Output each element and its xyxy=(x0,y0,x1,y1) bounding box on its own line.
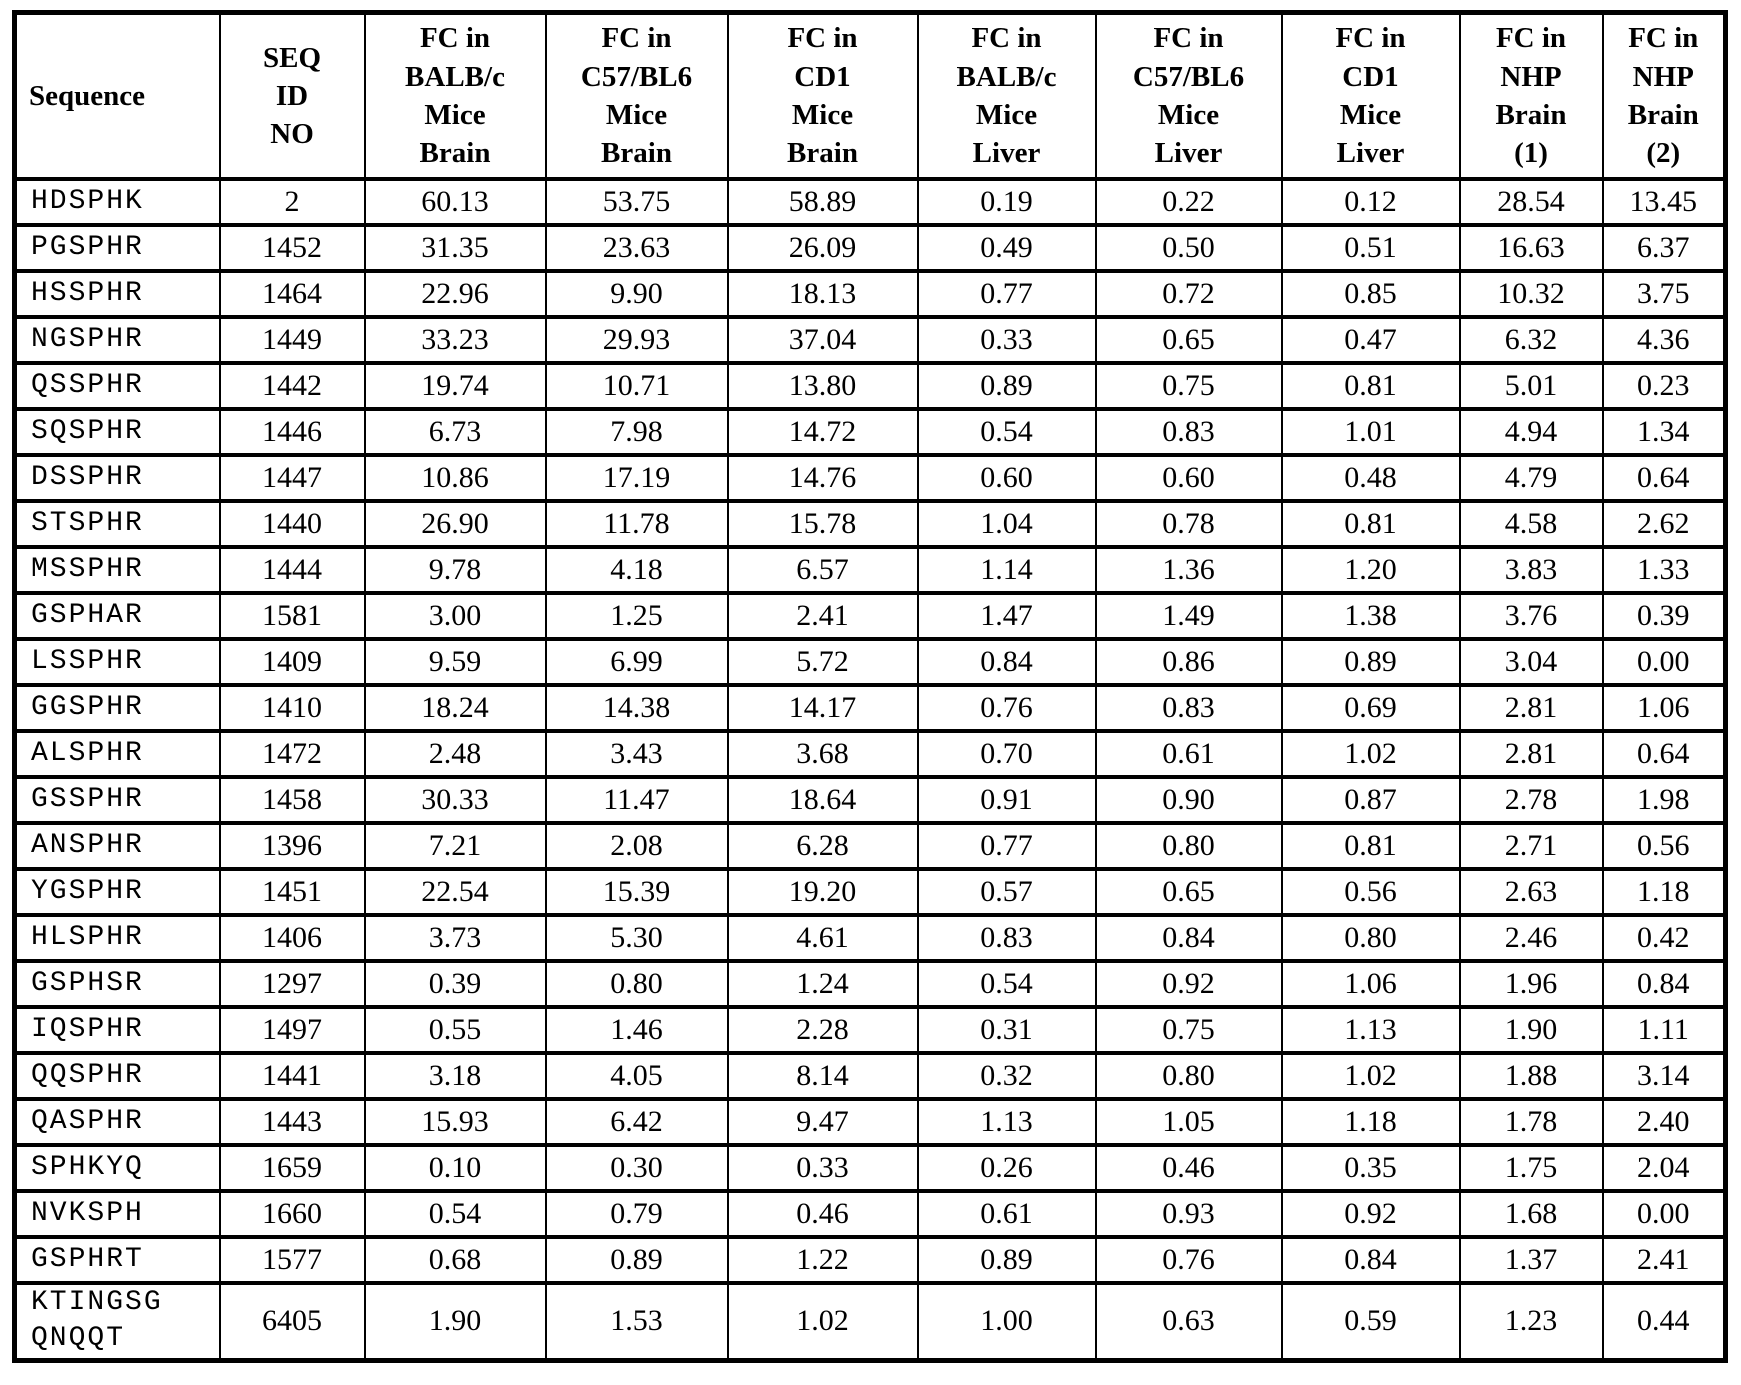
fc-value-cell: 6.57 xyxy=(728,547,918,593)
fc-value-cell: 0.92 xyxy=(1096,961,1282,1007)
fc-value-cell: 0.93 xyxy=(1096,1191,1282,1237)
fc-value-cell: 3.83 xyxy=(1460,547,1603,593)
fc-value-cell: 2.81 xyxy=(1460,731,1603,777)
fc-value-cell: 1.13 xyxy=(918,1099,1096,1145)
fc-value-cell: 30.33 xyxy=(365,777,546,823)
fc-value-cell: 1.25 xyxy=(546,593,728,639)
table-row xyxy=(15,271,1726,317)
fc-value-cell: 0.89 xyxy=(546,1237,728,1283)
fc-value-cell: 1.68 xyxy=(1460,1191,1603,1237)
fc-value-cell: 1.53 xyxy=(546,1283,728,1360)
table-row xyxy=(15,1007,1726,1053)
fc-value-cell: 1.13 xyxy=(1282,1007,1460,1053)
sequence-cell: IQSPHR xyxy=(15,1007,220,1053)
seq-id-cell: 1452 xyxy=(220,225,365,271)
seq-id-cell: 1451 xyxy=(220,869,365,915)
sequence-cell: QSSPHR xyxy=(15,363,220,409)
fc-value-cell: 7.98 xyxy=(546,409,728,455)
fc-value-cell: 14.38 xyxy=(546,685,728,731)
fc-value-cell: 1.36 xyxy=(1096,547,1282,593)
fc-value-cell: 0.75 xyxy=(1096,363,1282,409)
fc-value-cell: 0.54 xyxy=(365,1191,546,1237)
fc-value-cell: 0.92 xyxy=(1282,1191,1460,1237)
fc-value-cell: 1.33 xyxy=(1603,547,1726,593)
fc-value-cell: 0.30 xyxy=(546,1145,728,1191)
fc-value-cell: 9.59 xyxy=(365,639,546,685)
sequence-cell: ALSPHR xyxy=(15,731,220,777)
fc-value-cell: 3.14 xyxy=(1603,1053,1726,1099)
fc-value-cell: 0.60 xyxy=(918,455,1096,501)
seq-id-cell: 1464 xyxy=(220,271,365,317)
fc-value-cell: 3.18 xyxy=(365,1053,546,1099)
seq-id-cell: 1660 xyxy=(220,1191,365,1237)
fc-value-cell: 26.09 xyxy=(728,225,918,271)
fc-value-cell: 6.28 xyxy=(728,823,918,869)
fc-value-cell: 1.96 xyxy=(1460,961,1603,1007)
fc-value-cell: 4.58 xyxy=(1460,501,1603,547)
fc-value-cell: 53.75 xyxy=(546,179,728,225)
fc-value-cell: 0.83 xyxy=(1096,685,1282,731)
fc-value-cell: 1.02 xyxy=(728,1283,918,1360)
fc-value-cell: 22.96 xyxy=(365,271,546,317)
fc-value-cell: 1.46 xyxy=(546,1007,728,1053)
col-header-sequence: Sequence xyxy=(15,13,220,180)
fc-value-cell: 1.11 xyxy=(1603,1007,1726,1053)
table-row xyxy=(15,685,1726,731)
fc-value-cell: 0.31 xyxy=(918,1007,1096,1053)
fc-value-cell: 11.78 xyxy=(546,501,728,547)
sequence-cell: HLSPHR xyxy=(15,915,220,961)
table-row xyxy=(15,501,1726,547)
seq-id-cell: 1442 xyxy=(220,363,365,409)
fc-value-cell: 1.37 xyxy=(1460,1237,1603,1283)
table-row xyxy=(15,731,1726,777)
fc-value-cell: 1.02 xyxy=(1282,1053,1460,1099)
fc-value-cell: 0.64 xyxy=(1603,731,1726,777)
fc-value-cell: 17.19 xyxy=(546,455,728,501)
sequence-cell: MSSPHR xyxy=(15,547,220,593)
fc-value-cell: 2.08 xyxy=(546,823,728,869)
fc-value-cell: 10.86 xyxy=(365,455,546,501)
fc-value-cell: 0.75 xyxy=(1096,1007,1282,1053)
fc-value-cell: 1.22 xyxy=(728,1237,918,1283)
fc-value-cell: 0.80 xyxy=(1282,915,1460,961)
table-row xyxy=(15,547,1726,593)
table-row xyxy=(15,1191,1726,1237)
sequence-cell: GSPHSR xyxy=(15,961,220,1007)
fc-value-cell: 4.36 xyxy=(1603,317,1726,363)
fc-value-cell: 1.90 xyxy=(365,1283,546,1360)
fc-value-cell: 10.71 xyxy=(546,363,728,409)
sequence-cell: QASPHR xyxy=(15,1099,220,1145)
fc-value-cell: 0.57 xyxy=(918,869,1096,915)
fc-value-cell: 3.76 xyxy=(1460,593,1603,639)
fc-value-cell: 22.54 xyxy=(365,869,546,915)
sequence-cell: NGSPHR xyxy=(15,317,220,363)
fc-value-cell: 0.42 xyxy=(1603,915,1726,961)
fc-value-cell: 0.83 xyxy=(1096,409,1282,455)
fc-value-cell: 0.39 xyxy=(365,961,546,1007)
seq-id-cell: 1409 xyxy=(220,639,365,685)
fc-value-cell: 0.69 xyxy=(1282,685,1460,731)
sequence-cell: NVKSPH xyxy=(15,1191,220,1237)
fc-value-cell: 0.19 xyxy=(918,179,1096,225)
table-row xyxy=(15,409,1726,455)
fc-value-cell: 1.75 xyxy=(1460,1145,1603,1191)
fc-value-cell: 8.14 xyxy=(728,1053,918,1099)
fc-value-cell: 19.20 xyxy=(728,869,918,915)
fc-value-cell: 0.56 xyxy=(1282,869,1460,915)
sequence-cell: YGSPHR xyxy=(15,869,220,915)
fc-value-cell: 0.83 xyxy=(918,915,1096,961)
fc-value-cell: 26.90 xyxy=(365,501,546,547)
fc-value-cell: 0.61 xyxy=(918,1191,1096,1237)
fc-value-cell: 0.90 xyxy=(1096,777,1282,823)
fc-value-cell: 4.18 xyxy=(546,547,728,593)
fc-value-cell: 6.42 xyxy=(546,1099,728,1145)
fc-value-cell: 58.89 xyxy=(728,179,918,225)
sequence-cell: GSPHAR xyxy=(15,593,220,639)
fc-value-cell: 0.26 xyxy=(918,1145,1096,1191)
sequence-cell: GGSPHR xyxy=(15,685,220,731)
fc-value-cell: 0.89 xyxy=(918,1237,1096,1283)
fc-value-cell: 2.41 xyxy=(728,593,918,639)
sequence-cell: GSSPHR xyxy=(15,777,220,823)
fc-value-cell: 0.54 xyxy=(918,961,1096,1007)
fc-value-cell: 0.32 xyxy=(918,1053,1096,1099)
col-header-fc-balbc-mice-liver: FC in BALB/c Mice Liver xyxy=(918,13,1096,180)
fc-value-cell: 1.49 xyxy=(1096,593,1282,639)
seq-id-cell: 1577 xyxy=(220,1237,365,1283)
fc-value-cell: 0.72 xyxy=(1096,271,1282,317)
fc-value-cell: 1.34 xyxy=(1603,409,1726,455)
fc-value-cell: 0.48 xyxy=(1282,455,1460,501)
fc-value-cell: 3.04 xyxy=(1460,639,1603,685)
fc-value-cell: 0.22 xyxy=(1096,179,1282,225)
fc-value-cell: 0.59 xyxy=(1282,1283,1460,1360)
table-row xyxy=(15,593,1726,639)
fc-value-cell: 2.46 xyxy=(1460,915,1603,961)
fc-value-cell: 11.47 xyxy=(546,777,728,823)
fc-value-cell: 3.43 xyxy=(546,731,728,777)
fc-value-cell: 0.35 xyxy=(1282,1145,1460,1191)
fc-value-cell: 5.72 xyxy=(728,639,918,685)
fc-value-cell: 1.02 xyxy=(1282,731,1460,777)
fc-value-cell: 0.86 xyxy=(1096,639,1282,685)
fc-value-cell: 1.06 xyxy=(1282,961,1460,1007)
fc-value-cell: 0.68 xyxy=(365,1237,546,1283)
fold-change-table xyxy=(12,10,1728,1363)
fc-value-cell: 16.63 xyxy=(1460,225,1603,271)
fc-value-cell: 6.73 xyxy=(365,409,546,455)
fc-value-cell: 0.51 xyxy=(1282,225,1460,271)
fc-value-cell: 1.01 xyxy=(1282,409,1460,455)
fc-value-cell: 1.05 xyxy=(1096,1099,1282,1145)
fc-value-cell: 1.78 xyxy=(1460,1099,1603,1145)
fc-value-cell: 0.65 xyxy=(1096,317,1282,363)
sequence-cell: QQSPHR xyxy=(15,1053,220,1099)
seq-id-cell: 1458 xyxy=(220,777,365,823)
fc-value-cell: 0.46 xyxy=(1096,1145,1282,1191)
fc-value-cell: 33.23 xyxy=(365,317,546,363)
fc-value-cell: 6.37 xyxy=(1603,225,1726,271)
table-row xyxy=(15,225,1726,271)
fc-value-cell: 0.77 xyxy=(918,271,1096,317)
seq-id-cell: 1410 xyxy=(220,685,365,731)
fc-value-cell: 0.84 xyxy=(1282,1237,1460,1283)
fc-value-cell: 3.00 xyxy=(365,593,546,639)
seq-id-cell: 1472 xyxy=(220,731,365,777)
seq-id-cell: 1446 xyxy=(220,409,365,455)
fc-value-cell: 2.62 xyxy=(1603,501,1726,547)
fc-value-cell: 0.80 xyxy=(1096,823,1282,869)
fc-value-cell: 18.64 xyxy=(728,777,918,823)
fc-value-cell: 14.17 xyxy=(728,685,918,731)
fc-value-cell: 0.80 xyxy=(546,961,728,1007)
fc-value-cell: 14.76 xyxy=(728,455,918,501)
seq-id-cell: 1441 xyxy=(220,1053,365,1099)
fc-value-cell: 0.61 xyxy=(1096,731,1282,777)
fc-value-cell: 0.65 xyxy=(1096,869,1282,915)
seq-id-cell: 1297 xyxy=(220,961,365,1007)
fc-value-cell: 15.93 xyxy=(365,1099,546,1145)
seq-id-cell: 1396 xyxy=(220,823,365,869)
fc-value-cell: 3.75 xyxy=(1603,271,1726,317)
fc-value-cell: 0.70 xyxy=(918,731,1096,777)
fc-value-cell: 9.90 xyxy=(546,271,728,317)
table-body xyxy=(15,179,1726,1360)
fc-value-cell: 0.64 xyxy=(1603,455,1726,501)
seq-id-cell: 1440 xyxy=(220,501,365,547)
seq-id-cell: 1659 xyxy=(220,1145,365,1191)
fc-value-cell: 0.84 xyxy=(918,639,1096,685)
fc-value-cell: 9.47 xyxy=(728,1099,918,1145)
fc-value-cell: 4.05 xyxy=(546,1053,728,1099)
fc-value-cell: 0.47 xyxy=(1282,317,1460,363)
table-row xyxy=(15,1237,1726,1283)
fc-value-cell: 0.76 xyxy=(918,685,1096,731)
fc-value-cell: 2.63 xyxy=(1460,869,1603,915)
fc-value-cell: 0.44 xyxy=(1603,1283,1726,1360)
fc-value-cell: 0.23 xyxy=(1603,363,1726,409)
fc-value-cell: 2.41 xyxy=(1603,1237,1726,1283)
fc-value-cell: 1.38 xyxy=(1282,593,1460,639)
fc-value-cell: 1.98 xyxy=(1603,777,1726,823)
sequence-cell: KTINGSG QNQQT xyxy=(15,1283,220,1360)
fc-value-cell: 18.24 xyxy=(365,685,546,731)
fc-value-cell: 0.56 xyxy=(1603,823,1726,869)
fc-value-cell: 2.81 xyxy=(1460,685,1603,731)
sequence-cell: LSSPHR xyxy=(15,639,220,685)
fc-value-cell: 6.99 xyxy=(546,639,728,685)
fc-value-cell: 0.60 xyxy=(1096,455,1282,501)
fc-value-cell: 6.32 xyxy=(1460,317,1603,363)
seq-id-cell: 1581 xyxy=(220,593,365,639)
fc-value-cell: 0.81 xyxy=(1282,363,1460,409)
fc-value-cell: 0.55 xyxy=(365,1007,546,1053)
fc-value-cell: 1.18 xyxy=(1603,869,1726,915)
fc-value-cell: 1.00 xyxy=(918,1283,1096,1360)
fc-value-cell: 4.61 xyxy=(728,915,918,961)
table-row xyxy=(15,869,1726,915)
fc-value-cell: 2.78 xyxy=(1460,777,1603,823)
table-row xyxy=(15,1283,1726,1360)
fc-value-cell: 0.85 xyxy=(1282,271,1460,317)
seq-id-cell: 1444 xyxy=(220,547,365,593)
seq-id-cell: 1449 xyxy=(220,317,365,363)
fc-value-cell: 0.91 xyxy=(918,777,1096,823)
table-row xyxy=(15,455,1726,501)
fc-value-cell: 0.84 xyxy=(1603,961,1726,1007)
fc-value-cell: 0.33 xyxy=(728,1145,918,1191)
fc-value-cell: 0.89 xyxy=(918,363,1096,409)
fc-value-cell: 14.72 xyxy=(728,409,918,455)
fc-value-cell: 29.93 xyxy=(546,317,728,363)
fc-value-cell: 19.74 xyxy=(365,363,546,409)
sequence-cell: SQSPHR xyxy=(15,409,220,455)
col-header-fc-balbc-mice-brain: FC in BALB/c Mice Brain xyxy=(365,13,546,180)
table-row xyxy=(15,363,1726,409)
sequence-cell: HSSPHR xyxy=(15,271,220,317)
fc-value-cell: 31.35 xyxy=(365,225,546,271)
seq-id-cell: 1406 xyxy=(220,915,365,961)
fc-value-cell: 0.76 xyxy=(1096,1237,1282,1283)
fc-value-cell: 15.78 xyxy=(728,501,918,547)
fc-value-cell: 1.23 xyxy=(1460,1283,1603,1360)
fc-value-cell: 0.84 xyxy=(1096,915,1282,961)
fc-value-cell: 13.45 xyxy=(1603,179,1726,225)
fc-value-cell: 1.88 xyxy=(1460,1053,1603,1099)
fc-value-cell: 37.04 xyxy=(728,317,918,363)
fc-value-cell: 28.54 xyxy=(1460,179,1603,225)
fc-value-cell: 2.28 xyxy=(728,1007,918,1053)
seq-id-cell: 1497 xyxy=(220,1007,365,1053)
fc-value-cell: 60.13 xyxy=(365,179,546,225)
fc-value-cell: 0.00 xyxy=(1603,639,1726,685)
table-row xyxy=(15,1053,1726,1099)
fc-value-cell: 2.04 xyxy=(1603,1145,1726,1191)
seq-id-cell: 6405 xyxy=(220,1283,365,1360)
fc-value-cell: 0.78 xyxy=(1096,501,1282,547)
fc-value-cell: 7.21 xyxy=(365,823,546,869)
fc-value-cell: 15.39 xyxy=(546,869,728,915)
fc-value-cell: 1.47 xyxy=(918,593,1096,639)
fc-value-cell: 0.81 xyxy=(1282,501,1460,547)
fc-value-cell: 0.50 xyxy=(1096,225,1282,271)
sequence-cell: HDSPHK xyxy=(15,179,220,225)
col-header-fc-c57bl6-mice-liver: FC in C57/BL6 Mice Liver xyxy=(1096,13,1282,180)
fc-value-cell: 0.39 xyxy=(1603,593,1726,639)
seq-id-cell: 1443 xyxy=(220,1099,365,1145)
fc-value-cell: 0.63 xyxy=(1096,1283,1282,1360)
sequence-cell: STSPHR xyxy=(15,501,220,547)
sequence-cell: DSSPHR xyxy=(15,455,220,501)
table-row xyxy=(15,179,1726,225)
fc-value-cell: 2.71 xyxy=(1460,823,1603,869)
table-row xyxy=(15,823,1726,869)
fc-value-cell: 10.32 xyxy=(1460,271,1603,317)
col-header-fc-cd1-mice-brain: FC in CD1 Mice Brain xyxy=(728,13,918,180)
table-row xyxy=(15,961,1726,1007)
fc-value-cell: 5.01 xyxy=(1460,363,1603,409)
col-header-fc-c57bl6-mice-brain: FC in C57/BL6 Mice Brain xyxy=(546,13,728,180)
fc-value-cell: 1.24 xyxy=(728,961,918,1007)
fc-value-cell: 1.90 xyxy=(1460,1007,1603,1053)
fc-value-cell: 4.94 xyxy=(1460,409,1603,455)
col-header-fc-cd1-mice-liver: FC in CD1 Mice Liver xyxy=(1282,13,1460,180)
table-header xyxy=(15,13,1726,180)
table-row xyxy=(15,1099,1726,1145)
fc-value-cell: 5.30 xyxy=(546,915,728,961)
fc-value-cell: 0.89 xyxy=(1282,639,1460,685)
fc-value-cell: 0.12 xyxy=(1282,179,1460,225)
col-header-fc-nhp-brain-2: FC in NHP Brain (2) xyxy=(1603,13,1726,180)
fc-value-cell: 2.40 xyxy=(1603,1099,1726,1145)
fc-value-cell: 0.10 xyxy=(365,1145,546,1191)
fc-value-cell: 1.04 xyxy=(918,501,1096,547)
fc-value-cell: 0.54 xyxy=(918,409,1096,455)
table-row xyxy=(15,317,1726,363)
fc-value-cell: 1.14 xyxy=(918,547,1096,593)
seq-id-cell: 1447 xyxy=(220,455,365,501)
fc-value-cell: 0.49 xyxy=(918,225,1096,271)
fc-value-cell: 0.87 xyxy=(1282,777,1460,823)
fc-value-cell: 18.13 xyxy=(728,271,918,317)
fc-value-cell: 0.00 xyxy=(1603,1191,1726,1237)
seq-id-cell: 2 xyxy=(220,179,365,225)
header-row xyxy=(15,13,1726,180)
fc-value-cell: 0.81 xyxy=(1282,823,1460,869)
sequence-cell: GSPHRT xyxy=(15,1237,220,1283)
sequence-cell: PGSPHR xyxy=(15,225,220,271)
sequence-cell: ANSPHR xyxy=(15,823,220,869)
fc-value-cell: 0.46 xyxy=(728,1191,918,1237)
sequence-cell: SPHKYQ xyxy=(15,1145,220,1191)
fc-value-cell: 13.80 xyxy=(728,363,918,409)
fc-value-cell: 2.48 xyxy=(365,731,546,777)
fc-value-cell: 23.63 xyxy=(546,225,728,271)
fc-value-cell: 0.33 xyxy=(918,317,1096,363)
fc-value-cell: 3.73 xyxy=(365,915,546,961)
fc-value-cell: 0.80 xyxy=(1096,1053,1282,1099)
table-row xyxy=(15,777,1726,823)
fc-value-cell: 1.18 xyxy=(1282,1099,1460,1145)
col-header-seq-id-no: SEQ ID NO xyxy=(220,13,365,180)
fc-value-cell: 0.77 xyxy=(918,823,1096,869)
col-header-fc-nhp-brain-1: FC in NHP Brain (1) xyxy=(1460,13,1603,180)
fc-value-cell: 0.79 xyxy=(546,1191,728,1237)
fc-value-cell: 3.68 xyxy=(728,731,918,777)
fc-value-cell: 9.78 xyxy=(365,547,546,593)
fc-value-cell: 1.06 xyxy=(1603,685,1726,731)
table-row xyxy=(15,639,1726,685)
table-row xyxy=(15,915,1726,961)
fc-value-cell: 4.79 xyxy=(1460,455,1603,501)
fc-value-cell: 1.20 xyxy=(1282,547,1460,593)
table-row xyxy=(15,1145,1726,1191)
